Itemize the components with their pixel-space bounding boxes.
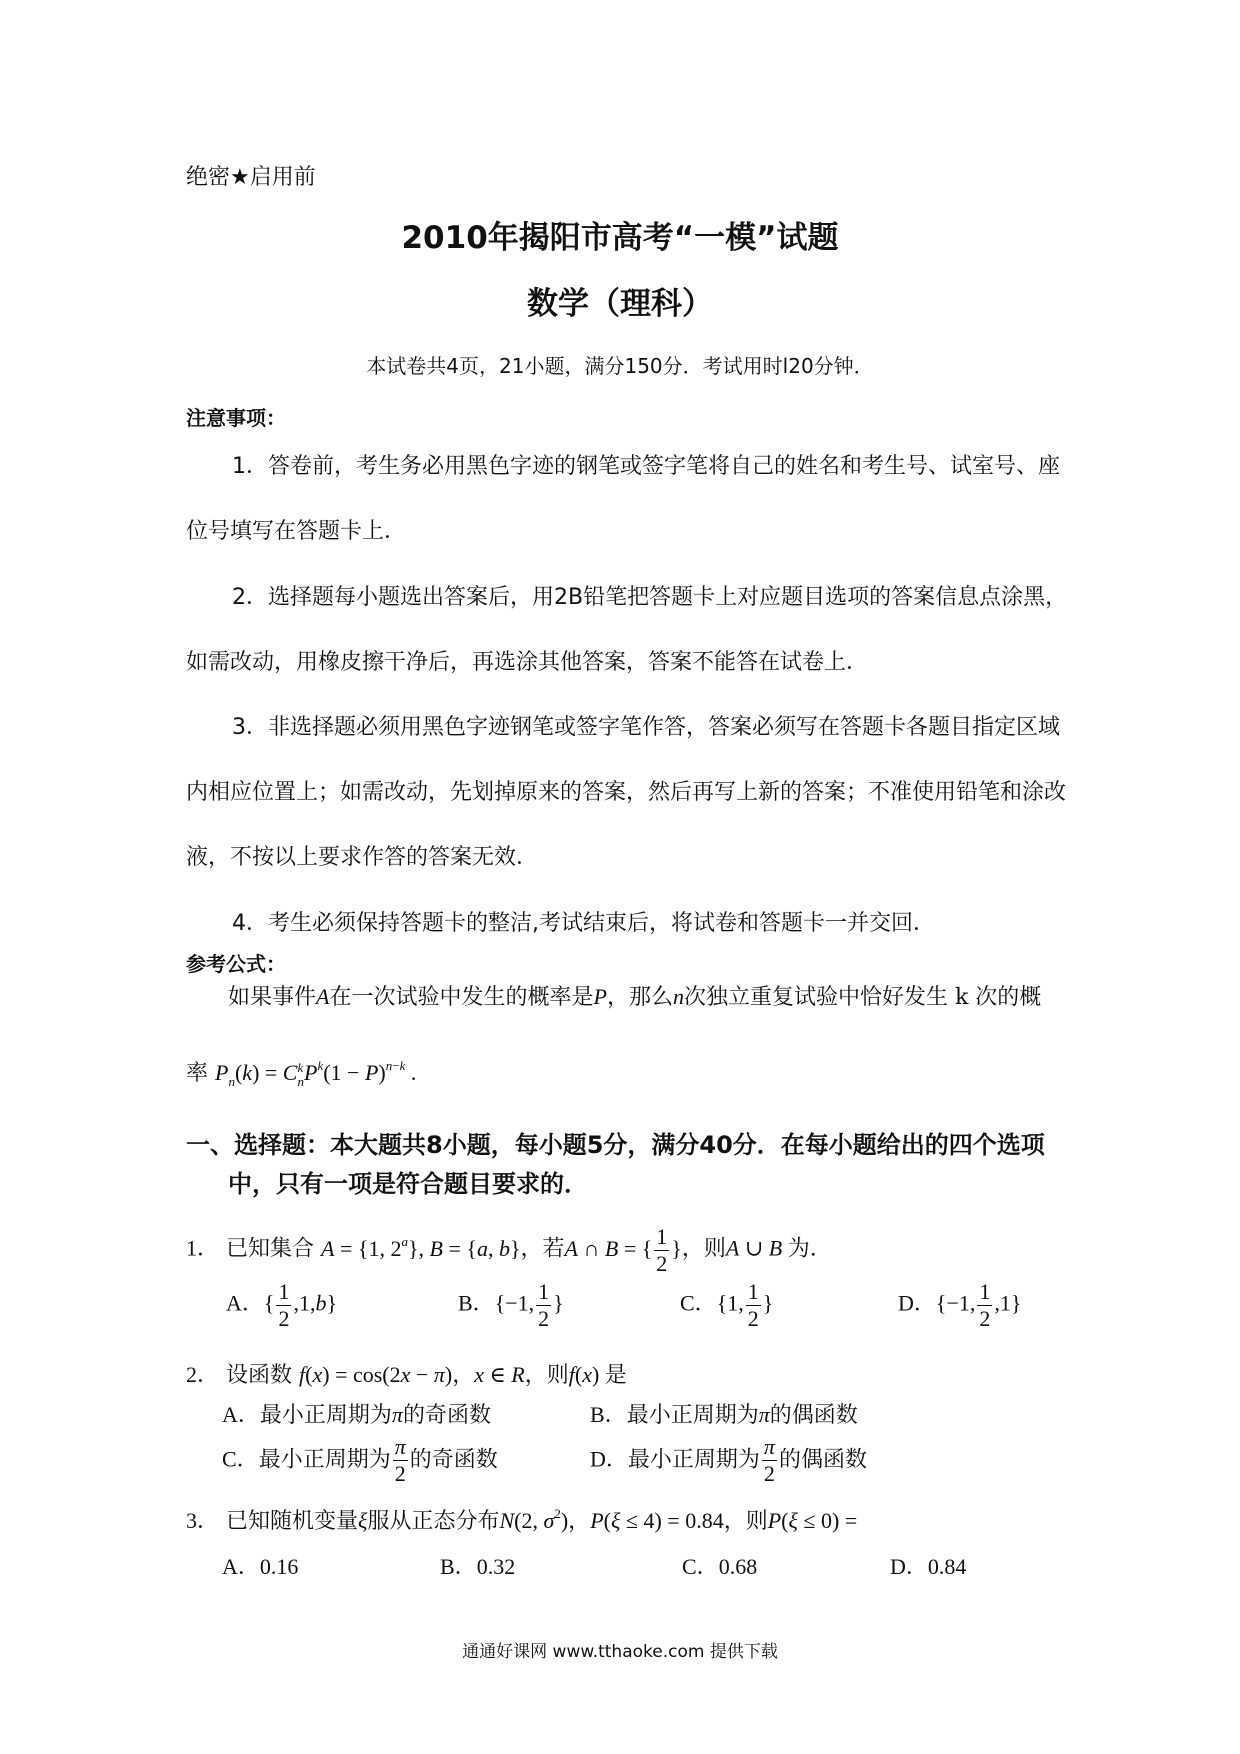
option-label: A．	[222, 1554, 260, 1579]
formula-text: 次独立重复试验中恰好发生 k 次的概	[683, 985, 1042, 1010]
option-label: D．	[590, 1446, 628, 1472]
math-expr: f(x) = cos(2x − π)	[299, 1362, 453, 1387]
option-text: 最小正周期为	[258, 1447, 391, 1473]
question-text: 是	[604, 1363, 627, 1388]
question-text: ，则	[681, 1236, 726, 1262]
option-label: D．	[890, 1554, 928, 1579]
question-text: 已知集合	[226, 1236, 315, 1262]
question-2-stem	[186, 1358, 627, 1389]
q3-option-b	[440, 1550, 515, 1581]
formula-line-1	[228, 980, 1041, 1011]
exam-title: 2010年揭阳市高考“一模”试题	[401, 220, 839, 256]
math-expr: P(ξ ≤ 0) =	[767, 1508, 858, 1533]
option-text: 的偶函数	[769, 1403, 858, 1428]
pi-symbol: π	[758, 1402, 770, 1427]
question-number: 3．	[186, 1508, 220, 1533]
q1-option-d: D．{−1, $\frac{1}{2}$ ,1}	[898, 1279, 1022, 1331]
page-footer: 通通好课网 www.tthaoke.com 提供下载	[462, 1642, 778, 1662]
classification-label: 绝密★启用前	[186, 165, 316, 190]
question-number: 2．	[186, 1362, 220, 1387]
section-1-heading-line-1: 一、选择题：本大题共8小题，每小题5分，满分40分．在每小题给出的四个选项	[186, 1131, 1045, 1159]
formula-heading: 参考公式：	[186, 952, 286, 976]
formula-var: A	[316, 984, 330, 1009]
note-1-line-2: 位号填写在答题卡上．	[186, 519, 407, 544]
question-text: 已知随机变量	[226, 1509, 359, 1534]
question-1-stem	[186, 1226, 817, 1275]
q3-option-c	[682, 1550, 757, 1581]
option-label: A．	[222, 1402, 260, 1427]
option-value: 0.84	[927, 1554, 967, 1579]
formula-var: P	[593, 984, 607, 1009]
math-expr: f(x)	[568, 1362, 605, 1387]
question-text: ，	[452, 1363, 475, 1388]
pi-over-2: $\frac{\pi}{2}$	[763, 1434, 775, 1486]
q2-option-b	[590, 1398, 858, 1429]
option-text: 的奇函数	[402, 1403, 491, 1428]
binomial-formula: $P_n(k) = Ck$ $nP^k(1 - P)^{n-k}$ .	[215, 1058, 417, 1089]
question-text: ，则	[723, 1509, 768, 1534]
formula-text: 如果事件	[228, 985, 317, 1010]
option-text: 的奇函数	[409, 1447, 498, 1473]
math-expr: x ∈ R	[474, 1362, 525, 1387]
q3-option-d	[890, 1550, 966, 1581]
option-label: C．	[222, 1446, 259, 1472]
math-expr: N(2, $\sigma^2$)	[499, 1506, 569, 1533]
note-2-line-2: 如需改动，用橡皮擦干净后，再选涂其他答案，答案不能答在试卷上．	[186, 650, 869, 675]
notes-heading: 注意事项：	[186, 406, 286, 430]
option-value: 0.32	[476, 1554, 516, 1579]
note-2-line-1: 2．选择题每小题选出答案后，用2B铅笔把答题卡上对应题目选项的答案信息点涂黑，	[232, 585, 1068, 610]
formula-text: ，那么	[606, 985, 673, 1010]
pi-over-2: $\frac{\pi}{2}$	[394, 1434, 406, 1486]
q1-option-b: B．{−1, $\frac{1}{2}$ }	[458, 1279, 564, 1331]
option-text: 的偶函数	[778, 1447, 867, 1473]
q2-option-d	[590, 1436, 867, 1485]
formula-text: 率	[186, 1061, 209, 1086]
math-expr: A ∪ B	[725, 1235, 783, 1261]
option-label: B．	[590, 1402, 627, 1427]
option-label: A．	[226, 1290, 264, 1316]
option-text: 最小正周期为	[259, 1403, 392, 1428]
question-number: 1．	[186, 1235, 220, 1261]
question-text: 设函数	[226, 1363, 293, 1388]
note-3-line-1: 3．非选择题必须用黑色字迹钢笔或签字笔作答，答案必须写在答题卡各题目指定区域	[232, 715, 1060, 740]
q1-option-c: C．{1, $\frac{1}{2}$ }	[680, 1279, 774, 1331]
option-text: 最小正周期为	[627, 1447, 760, 1473]
question-text: ，若	[520, 1236, 565, 1262]
formula-text: 在一次试验中发生的概率是	[329, 985, 594, 1010]
note-3-line-2: 内相应位置上；如需改动，先划掉原来的答案，然后再写上新的答案；不准使用铅笔和涂改	[186, 780, 1067, 805]
math-expr: P(ξ ≤ 4) = 0.84	[590, 1508, 724, 1533]
question-3-stem	[186, 1504, 857, 1535]
option-label: B．	[458, 1290, 495, 1316]
question-text: 为.	[787, 1236, 817, 1262]
question-text: ，则	[524, 1363, 569, 1388]
option-value: 0.68	[718, 1554, 758, 1579]
q1-option-a: A．{ $\frac{1}{2}$ ,1,b}	[226, 1279, 338, 1331]
exam-info: 本试卷共4页，21小题，满分150分．考试用时l20分钟．	[366, 354, 874, 378]
formula-var: n	[672, 984, 684, 1009]
math-expr: A = {1, 2$^a$}, B = {a, b}	[321, 1233, 521, 1261]
note-1-line-1: 1．答卷前，考生务必用黑色字迹的钢笔或签字笔将自己的姓名和考生号、试室号、座	[232, 454, 1060, 479]
math-expr: A ∩ B = { $\frac{1}{2}$ }	[564, 1224, 682, 1276]
math-expr: ξ	[358, 1508, 368, 1533]
pi-symbol: π	[391, 1402, 403, 1427]
option-value: 0.16	[259, 1554, 299, 1579]
option-label: C．	[682, 1554, 719, 1579]
question-text: 服从正态分布	[367, 1509, 500, 1534]
question-text: ，	[568, 1509, 591, 1534]
formula-line-2	[186, 1056, 416, 1090]
option-label: D．	[898, 1290, 936, 1316]
note-3-line-3: 液，不按以上要求作答的答案无效．	[186, 845, 539, 870]
q2-option-a	[222, 1398, 491, 1429]
q3-option-a	[222, 1550, 298, 1581]
option-text: 最小正周期为	[626, 1403, 759, 1428]
exam-subtitle: 数学（理科）	[527, 286, 713, 322]
section-1-heading-line-2: 中，只有一项是符合题目要求的．	[228, 1170, 588, 1198]
option-label: B．	[440, 1554, 477, 1579]
option-label: C．	[680, 1290, 717, 1316]
q2-option-c	[222, 1436, 498, 1485]
note-4-line-1: 4．考生必须保持答题卡的整洁,考试结束后，将试卷和答题卡一并交回．	[232, 911, 935, 936]
